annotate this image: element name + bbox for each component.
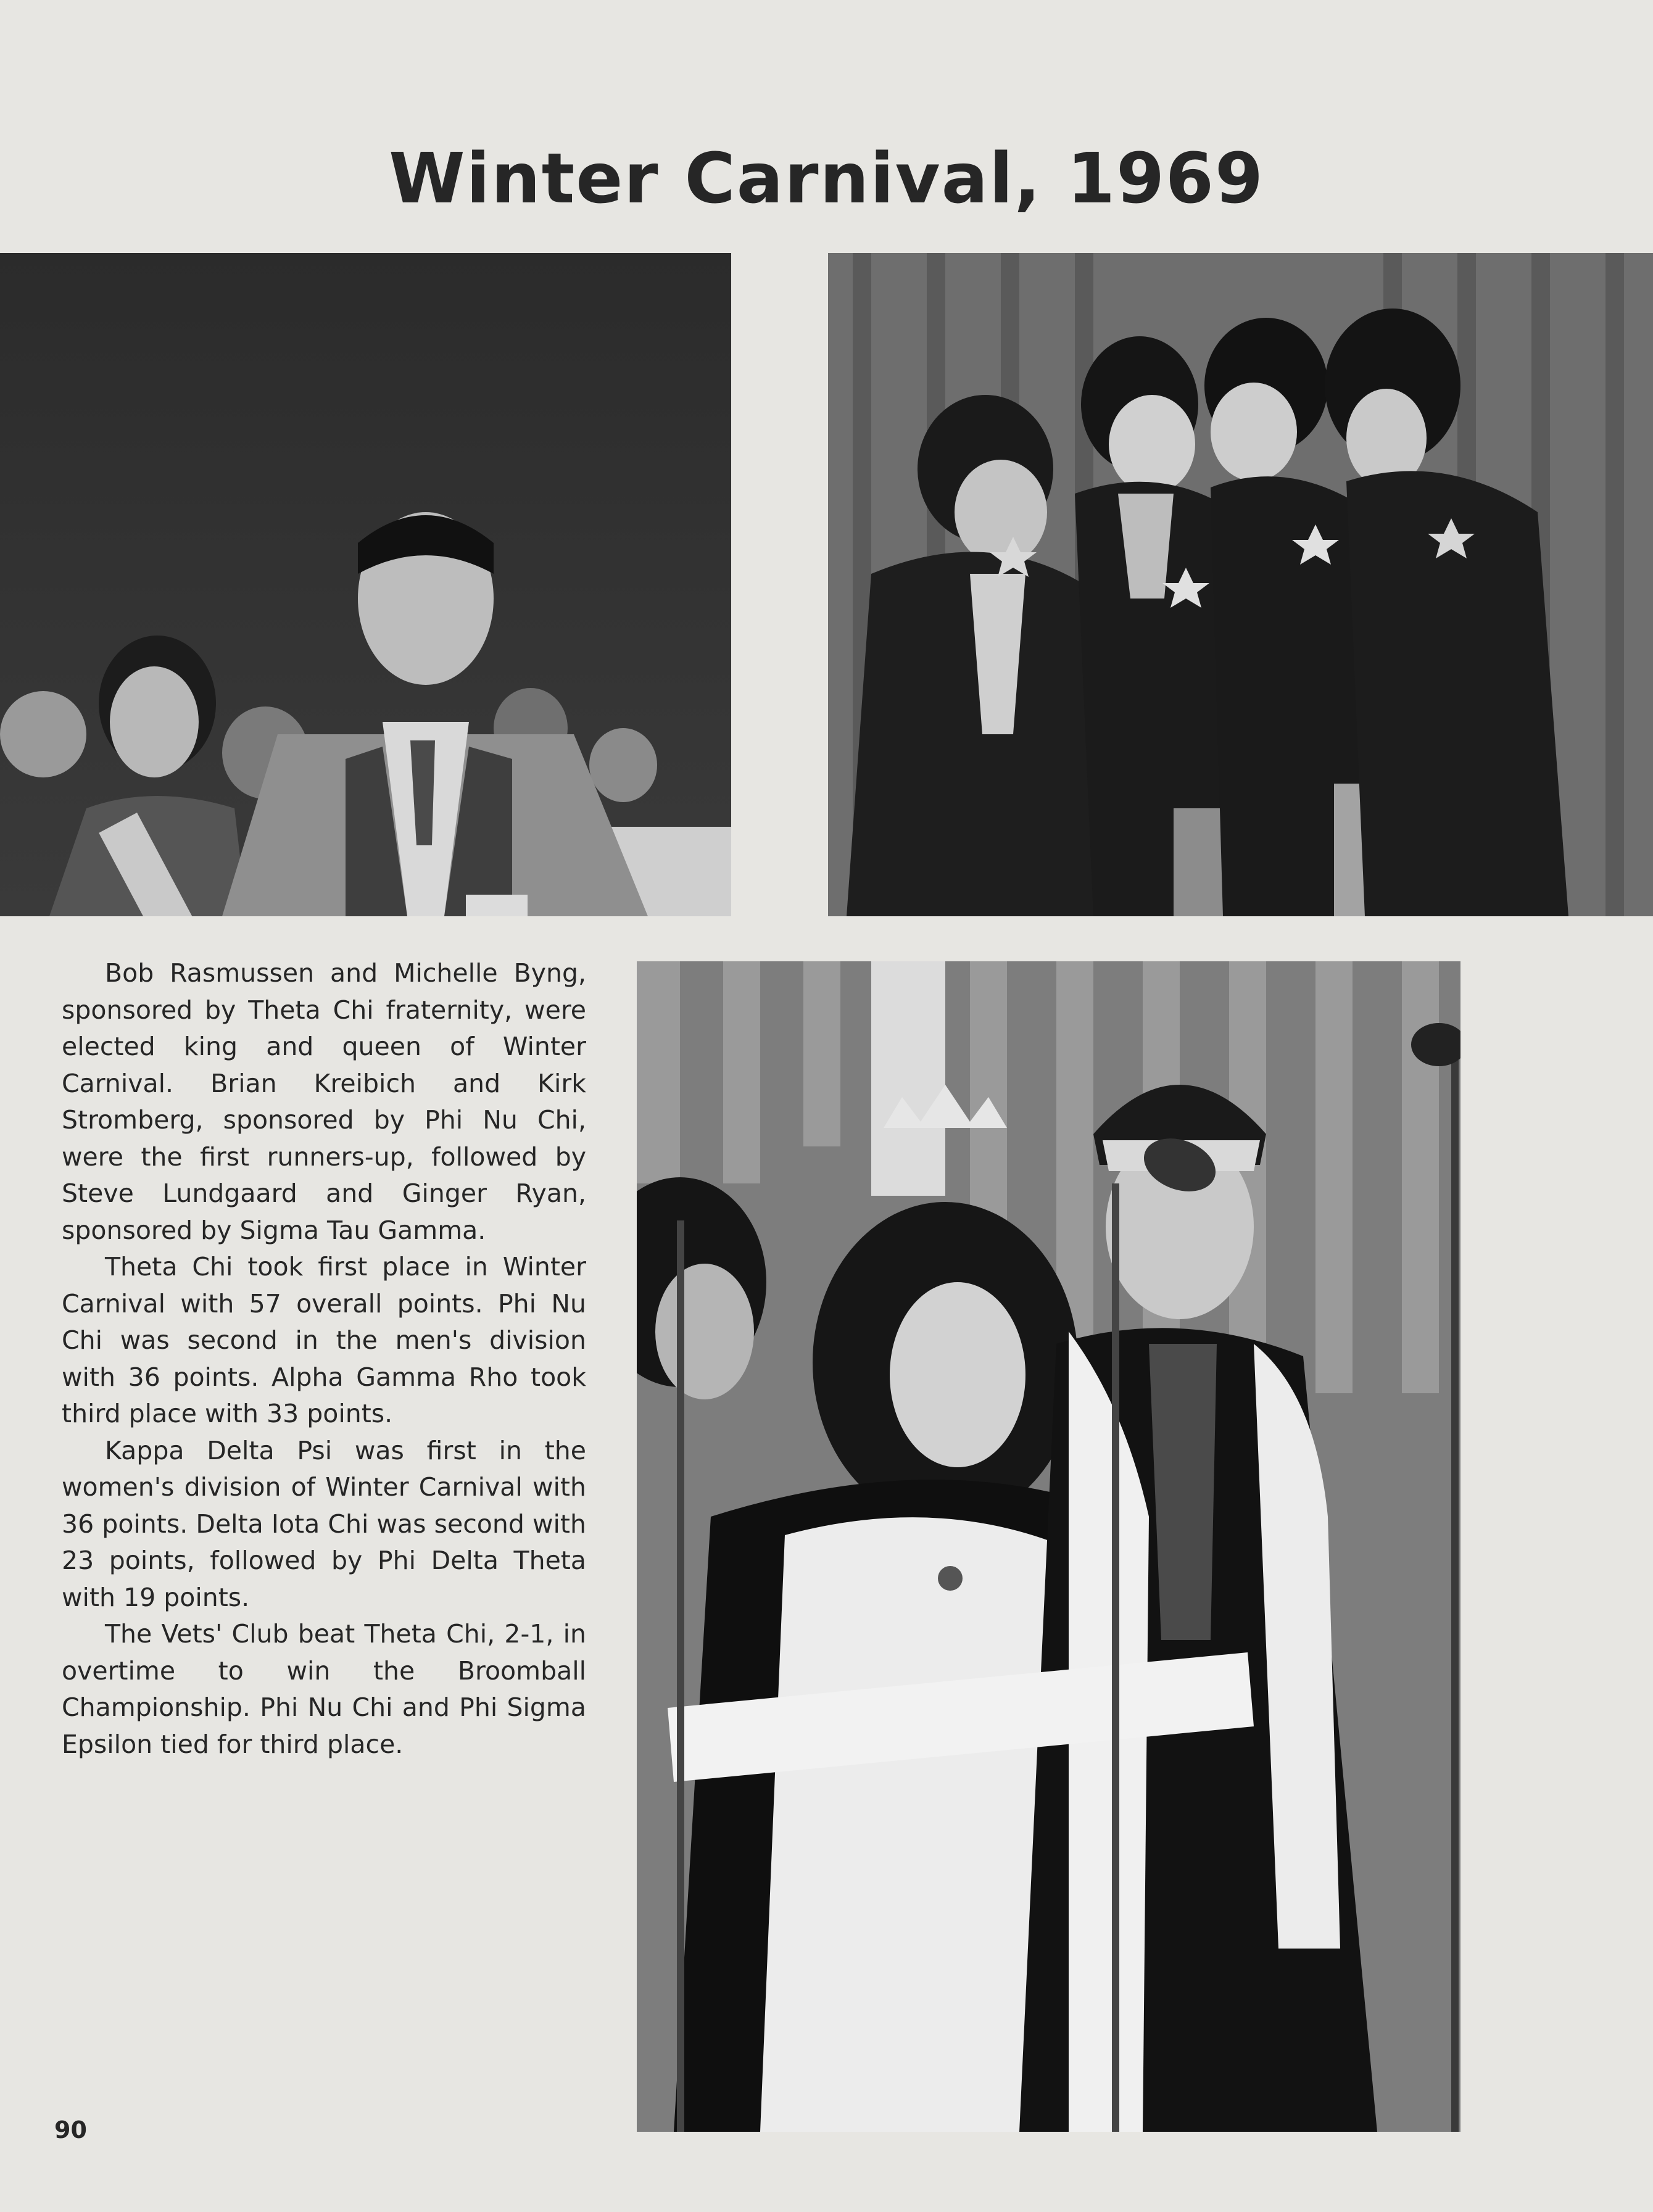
women-photo-image [828, 253, 1653, 916]
photo-women-blazers [828, 253, 1653, 916]
photo-king-and-queen [637, 961, 1460, 2132]
royalty-photo-image [637, 961, 1460, 2132]
trophy-photo-image [0, 253, 731, 916]
page-title: Winter Carnival, 1969 [389, 139, 1264, 220]
article-body [62, 955, 586, 1763]
photo-trophy-winner [0, 253, 731, 916]
article-paragraph: Theta Chi took first place in Winter Carnival with 57 overall points. Phi Nu Chi was second in the men's division with 36 points. Alpha Gamma Rho took third place with 33 points. [62, 1252, 586, 1428]
article-paragraph: Bob Rasmussen and Michelle Byng, sponsored by Theta Chi fraternity, were elected king and queen of Winter Carnival. Brian Kreibich and Kirk Stromberg, sponsored by Phi Nu Chi, were the first runners-up, followed by Steve Lundgaard and Ginger Ryan, sponsored by Sigma Tau Gamma. [62, 958, 586, 1245]
article-paragraph: The Vets' Club beat Theta Chi, 2-1, in overtime to win the Broomball Championship. Phi Nu Chi and Phi Sigma Epsilon tied for third place. [62, 1619, 586, 1759]
page-number: 90 [54, 2116, 87, 2144]
article-paragraph: Kappa Delta Psi was first in the women's division of Winter Carnival with 36 points. Delta Iota Chi was second with 23 points, followed by Phi Delta Theta with 19 points. [62, 1435, 586, 1612]
